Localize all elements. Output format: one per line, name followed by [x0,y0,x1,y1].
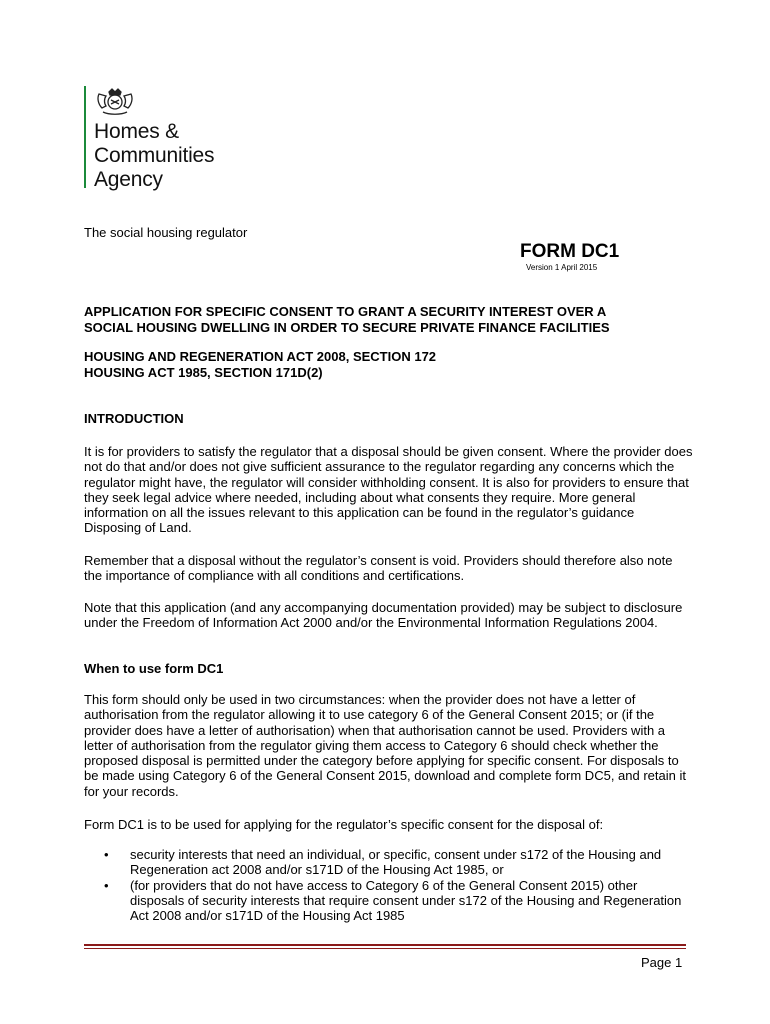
document-title [84,304,704,336]
disposal-types-list [84,847,694,923]
royal-crest-icon [93,86,137,118]
title-line-1: APPLICATION FOR SPECIFIC CONSENT TO GRANT A SECURITY INTEREST OVER A [84,304,607,319]
footer-rule-thick [84,944,686,946]
introduction-paragraph-3: Note that this application (and any accompanying documentation provided) may be subject to disclosure under the Freedom of Information Act 2000 and/or the Environmental Information Regulations 2004. [84,600,683,631]
org-name-line-2: Communities [94,144,215,167]
bullet-icon: • [104,877,109,893]
list-item-text: security interests that need an individual, or specific, consent under s172 of the Housing and Regeneration act 2008 and/or s171D of the Housing Act 1985, or [130,847,662,878]
organisation-name [94,120,214,192]
bullet-icon: • [104,847,109,862]
when-to-use-paragraph-2: Form DC1 is to be used for applying for the regulator’s specific consent for the disposal of: [84,817,604,832]
introduction-paragraph-1: It is for providers to satisfy the regulator that a disposal should be given consent. Where the provider does not do that and/or does not give sufficient assurance to the regulator regarding any concerns which the regulator might have, the regulator will consider withholding consent. It is also for providers to ensure that they seek legal advice where needed, including about what consents they require. More general information on all the issues relevant to this application can be found in the regulator’s guidance Disposing of Land. [84,444,693,536]
act-line-1: HOUSING AND REGENERATION ACT 2008, SECTION 172 [84,349,437,364]
list-item-text: (for providers that do not have access to Category 6 of the General Consent 2015) other disposals of security interests that require consent under s172 of the Housing and Regeneration Act 2008 and/or s171D of the Housing Act 1985 [130,877,682,924]
form-title: FORM DC1 [520,241,620,262]
list-item [84,847,694,878]
footer-rule-thin [84,948,686,949]
org-name-line-3: Agency [94,168,163,191]
logo-divider-bar [84,86,86,188]
list-item [84,878,694,924]
page-number: Page 1 [641,955,683,970]
regulator-subtitle: The social housing regulator [84,225,248,240]
org-name-line-1: Homes & [94,120,179,143]
title-line-2: SOCIAL HOUSING DWELLING IN ORDER TO SECURE PRIVATE FINANCE FACILITIES [84,320,610,335]
when-to-use-paragraph-1: This form should only be used in two circumstances: when the provider does not have a letter of authorisation from the regulator allowing it to use category 6 of the General Consent 2015; or (if the provider does have a letter of authorisation) when that authorisation cannot be used. Providers with a letter of authorisation from the regulator giving them access to Category 6 should check whether the proposed disposal is permitted under the category before applying for specific consent. For disposals to be made using Category 6 of the General Consent 2015, download and complete form DC5, and retain it for your records. [84,692,686,799]
when-to-use-heading: When to use form DC1 [84,661,224,676]
form-version: Version 1 April 2015 [526,263,598,272]
act-line-2: HOUSING ACT 1985, SECTION 171D(2) [84,365,323,380]
introduction-heading: INTRODUCTION [84,411,184,426]
legislation-references [84,349,704,381]
introduction-paragraph-2: Remember that a disposal without the regulator’s consent is void. Providers should therefore also note the importance of compliance with all conditions and certifications. [84,553,673,584]
